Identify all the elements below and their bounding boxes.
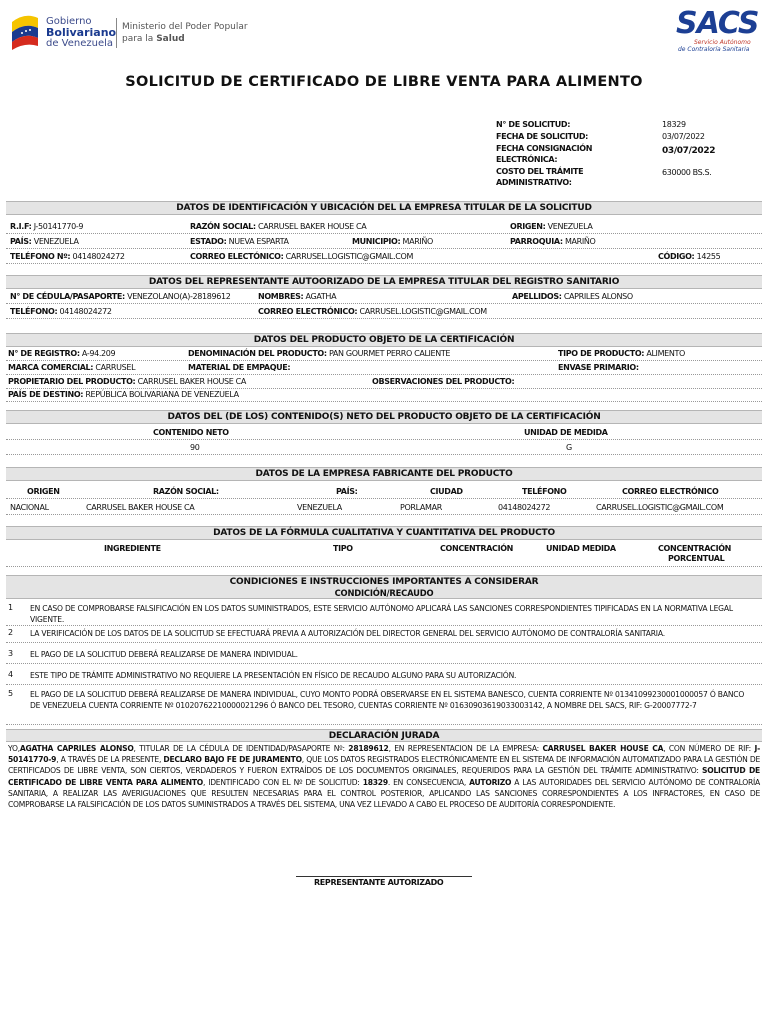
rep-cedula [10,292,230,301]
decl-part: , EN REPRESENTACION DE LA EMPRESA: [388,744,543,753]
codigo-label: CÓDIGO: [658,252,695,261]
product-marca [8,363,135,372]
condition-3-text: EL PAGO DE LA SOLICITUD DEBERÁ REALIZARSE DE MANERA INDIVIDUAL. [30,650,298,659]
divider [6,263,762,264]
decl-auth: AUTORIZO [469,777,512,787]
divider [6,388,762,389]
divider [6,663,762,664]
divider [6,318,762,319]
rep-nombres [258,292,336,301]
apellidos-label: APELLIDOS: [512,292,562,301]
company-razon [190,222,366,231]
conditions-title: CONDICIONES E INSTRUCCIONES IMPORTANTES A CONSIDERAR [229,577,539,587]
condition-1-text: EN CASO DE COMPROBARSE FALSIFICACIÓN EN LOS DATOS SUMINISTRADOS, ESTE SERVICIO AUTÓNOMO APLICARÁ LAS SANCIONES CORRESPONDIENTES TIPIFICADAS EN LA NORMATIVA LEGAL VIGENTE. [30,604,733,624]
rep-tel [10,307,112,316]
cost-label-1: COSTO DEL TRÁMITE [496,167,584,176]
cost-label-2: ADMINISTRATIVO: [496,178,572,187]
formula-section-header: DATOS DE LA FÓRMULA CUALITATIVA Y CUANTITATIVA DEL PRODUCTO [6,526,762,540]
mfr-ciudad: PORLAMAR [400,503,442,512]
signature-line [296,876,472,877]
parroquia-label: PARROQUIA: [510,237,563,246]
mfr-header-telefono: TELÉFONO [522,487,567,496]
content-value: 90 [190,443,200,452]
rep-tel-value: 04148024272 [59,307,112,316]
divider [6,401,762,402]
sacs-wordmark: SACS [676,6,759,41]
cedula-label: N° DE CÉDULA/PASAPORTE: [10,292,125,301]
divider [6,360,762,361]
formula-header-tipo: TIPO [333,544,353,553]
condition-5-num: 5 [8,689,14,698]
propietario-value: CARRUSEL BAKER HOUSE CA [137,377,247,386]
product-destino [8,390,239,399]
pais-label: PAÍS: [10,237,32,246]
formula-header-concentracion: CONCENTRACIÓN [440,544,514,553]
estado-value: NUEVA ESPARTA [228,237,289,246]
company-tel [10,252,125,261]
condition-4-num: 4 [8,670,14,679]
divider [6,374,762,375]
company-municipio [352,237,433,246]
propietario-label: PROPIETARIO DEL PRODUCTO: [8,377,136,386]
condition-2-text: LA VERIFICACIÓN DE LOS DATOS DE LA SOLICITUD SE EFECTUARÁ PREVIA A AUTORIZACIÓN DEL DIRECTOR GENERAL DEL SERVICIO AUTÓNOMO DE CONTRALORÍA SANITARIA. [30,629,665,638]
decl-part: YO, [8,744,20,753]
manufacturer-section-header: DATOS DE LA EMPRESA FABRICANTE DEL PRODUCTO [6,467,762,481]
declaration-section-header: DECLARACIÓN JURADA [6,729,762,742]
condition-4-text: ESTE TIPO DE TRÁMITE ADMINISTRATIVO NO REQUIERE LA PRESENTACIÓN EN FÍSICO DE RECAUDO ALGUNO PARA SU AUTORIZACIÓN. [30,671,517,680]
consign-label-1: FECHA CONSIGNACIÓN [496,144,593,153]
rep-correo-label: CORREO ELECTRÓNICO: [258,307,358,316]
company-estado [190,237,289,246]
divider [6,625,762,626]
divider [6,642,762,643]
marca-label: MARCA COMERCIAL: [8,363,94,372]
divider [6,566,762,567]
divider [6,439,762,440]
rep-tel-label: TELÉFONO: [10,307,58,316]
ministry-line-2 [122,34,185,44]
request-number-value: 18329 [662,120,686,129]
razon-value: CARRUSEL BAKER HOUSE CA [258,222,367,231]
tel-value: 04148024272 [72,252,125,261]
request-date-value: 03/07/2022 [662,132,705,141]
registro-value: A-94.209 [81,349,116,358]
request-number-label: N° DE SOLICITUD: [496,120,571,129]
mfr-pais: VENEZUELA [297,503,342,512]
nombres-value: AGATHA [305,292,337,301]
cedula-value: VENEZOLANO(A)-28189612 [127,292,231,301]
unit-col-header: UNIDAD DE MEDIDA [524,428,608,437]
mfr-origen: NACIONAL [10,503,49,512]
decl-company: CARRUSEL BAKER HOUSE CA [542,744,664,753]
sacs-sub-1: Servicio Autónomo [694,39,751,46]
decl-part: , TITULAR DE LA CÉDULA DE IDENTIDAD/PASAPORTE Nº: [133,744,349,753]
rif-value: J-50141770-9 [33,222,84,231]
government-logo [8,12,248,52]
content-section-header: DATOS DEL (DE LOS) CONTENIDO(S) NETO DEL PRODUCTO OBJETO DE LA CERTIFICACIÓN [6,410,762,424]
company-section-header: DATOS DE IDENTIFICACIÓN Y UBICACIÓN DEL LA EMPRESA TITULAR DE LA SOLICITUD [6,201,762,215]
decl-part: A LAS AUTORIDADES DEL SERVICIO AUTÓNOMO DE CONTRALORÍA SANITARIA, A REALIZAR LAS AVERIGUACIONES QUE RESULTEN NECESARIAS PARA EL CONTROL POSTERIOR, APLICANDO LAS SANCIONES CORRESPONDIENTES A LOS INFRACTORES, EN CASO DE COMPROBARSE LA FALSIFICACIÓN DE LOS DATOS SUMINISTRADOS A TRAVÉS DEL SISTEMA, UNA VEZ LLEVADO A CABO EL PROCESO DE AUDITORÍA CORRESPONDIENTE. [8,777,760,810]
parroquia-value: MARIÑO [564,237,596,246]
product-material-label: MATERIAL DE EMPAQUE: [188,363,291,372]
content-col-header: CONTENIDO NETO [153,428,229,437]
mfr-razon: CARRUSEL BAKER HOUSE CA [86,503,195,512]
destino-value: REPÚBLICA BOLIVARIANA DE VENEZUELA [85,390,239,399]
company-origen [510,222,593,231]
venezuela-flag-icon [8,12,42,50]
tel-label: TELÉFONO Nº: [10,252,71,261]
product-envase-label: ENVASE PRIMARIO: [558,363,639,372]
razon-label: RAZÓN SOCIAL: [190,222,256,231]
gov-line-1: Gobierno [46,16,92,27]
origen-value: VENEZUELA [547,222,593,231]
product-denominacion [188,349,450,358]
divider [6,684,762,685]
consign-value: 03/07/2022 [662,146,716,156]
product-observ-label: OBSERVACIONES DEL PRODUCTO: [372,377,515,386]
rep-correo [258,307,487,316]
company-correo [190,252,413,261]
divider [6,514,762,515]
condition-2-num: 2 [8,628,14,637]
consign-label-2: ELECTRÓNICA: [496,155,558,164]
sacs-logo [672,6,764,52]
estado-label: ESTADO: [190,237,227,246]
formula-header-conc-pct-2: PORCENTUAL [668,554,725,563]
logo-divider [116,18,117,48]
tipo-label: TIPO DE PRODUCTO: [558,349,645,358]
signature-label: REPRESENTANTE AUTORIZADO [314,878,444,887]
conditions-section-header [6,575,762,599]
municipio-label: MUNICIPIO: [352,237,401,246]
marca-value: CARRUSEL [95,363,136,372]
conditions-subtitle: CONDICIÓN/RECAUDO [334,588,434,598]
origen-label: ORIGEN: [510,222,546,231]
decl-part: , CON NÚMERO DE RIF: [663,744,755,753]
company-pais [10,237,79,246]
product-propietario [8,377,246,386]
mfr-correo: CARRUSEL.LOGISTIC@GMAIL.COM [596,503,724,512]
divider [6,303,762,304]
company-codigo [658,252,720,261]
condition-1-num: 1 [8,603,14,612]
correo-value: CARRUSEL.LOGISTIC@GMAIL.COM [285,252,414,261]
apellidos-value: CAPRILES ALONSO [563,292,633,301]
mfr-header-razon: RAZÓN SOCIAL: [153,487,219,496]
municipio-value: MARIÑO [402,237,434,246]
company-rif [10,222,83,231]
product-section-header: DATOS DEL PRODUCTO OBJETO DE LA CERTIFICACIÓN [6,333,762,347]
decl-rif: J-50141770-9 [8,744,760,765]
request-date-label: FECHA DE SOLICITUD: [496,132,588,141]
decl-part: , IDENTIFICADO CON EL Nº DE SOLICITUD: [202,777,363,787]
denom-value: PAN GOURMET PERRO CALIENTE [328,349,451,358]
product-registro [8,349,115,358]
decl-id: 28189612 [348,744,389,753]
rep-correo-value: CARRUSEL.LOGISTIC@GMAIL.COM [359,307,487,316]
content-unit: G [566,443,572,452]
formula-header-ingrediente: INGREDIENTE [104,544,161,553]
condition-3-num: 3 [8,649,14,658]
divider [6,454,762,455]
company-parroquia [510,237,595,246]
gov-line-2: Bolivariano [46,26,117,39]
ministry-line-1: Ministerio del Poder Popular [122,22,248,32]
codigo-value: 14255 [696,252,721,261]
destino-label: PAÍS DE DESTINO: [8,390,84,399]
mfr-header-origen: ORIGEN [27,487,60,496]
gov-line-3: de Venezuela [46,38,114,49]
nombres-label: NOMBRES: [258,292,304,301]
mfr-header-correo: CORREO ELECTRÓNICO [622,487,719,496]
sacs-sub-2: de Contraloría Sanitaria [678,46,750,53]
divider [6,724,762,725]
declaration-text [8,743,760,810]
tipo-value: ALIMENTO [646,349,685,358]
page-title: SOLICITUD DE CERTIFICADO DE LIBRE VENTA PARA ALIMENTO [125,74,643,90]
correo-label: CORREO ELECTÓNICO: [190,252,284,261]
product-tipo [558,349,685,358]
mfr-telefono: 04148024272 [498,503,551,512]
rif-label: R.I.F: [10,222,32,231]
registro-label: N° DE REGISTRO: [8,349,80,358]
divider [6,498,762,499]
ministry-prefix: para la [122,34,157,44]
decl-doc: SOLICITUD DE CERTIFICADO DE LIBRE VENTA PARA ALIMENTO [8,766,760,787]
divider [6,248,762,249]
decl-part: , QUE LOS DATOS REGISTRADOS ELECTRÓNICAMENTE EN EL SISTEMA DE INFORMACIÓN AUTOMATIZADO PARA LA GESTIÓN DE CERTIFICADOS DE LIBRE VENTA, SON CIERTOS, VERDADEROS Y FUERON EXTRAÍDOS DE LOS DOCUMENTOS ORIGINALES, REQUERIDOS PARA LA GESTIÓN DEL TRÁMITE ADMINISTRATIVO: [8,755,760,776]
formula-header-unidad: UNIDAD MEDIDA [546,544,616,553]
decl-num: 18329 [362,777,388,787]
condition-5-text: EL PAGO DE LA SOLICITUD DEBERÁ REALIZARSE DE MANERA INDIVIDUAL, CUYO MONTO PODRÁ OBSERVARSE EN EL SISTEMA BANESCO, CUENTA CORRIENTE Nº 01341099230001000057 Ó BANCO DE VENEZUELA CUENTA CORRIENTE Nº 01020762210000021296 Ó BANCO DEL TESORO, CUENTAS CORRIENTE Nº 01630903619033003142, A NOMBRE DEL SACS, RIF: G-20007772-7 [30,690,745,710]
ministry-salud: Salud [156,34,185,44]
formula-header-conc-pct-1: CONCENTRACIÓN [658,544,732,553]
decl-oath: DECLARO BAJO FE DE JURAMENTO [163,755,302,765]
divider [6,233,762,234]
pais-value: VENEZUELA [33,237,79,246]
decl-part: . EN CONSECUENCIA, [387,777,470,787]
mfr-header-pais: PAÍS: [336,487,358,496]
representative-section-header: DATOS DEL REPRESENTANTE AUTOORIZADO DE LA EMPRESA TITULAR DEL REGISTRO SANITARIO [6,275,762,289]
decl-name: AGATHA CAPRILES ALONSO [19,744,134,753]
denom-label: DENOMINACIÓN DEL PRODUCTO: [188,349,327,358]
cost-value: 630000 BS.S. [662,168,712,177]
mfr-header-ciudad: CIUDAD [430,487,463,496]
rep-apellidos [512,292,633,301]
decl-part: , A TRAVÉS DE LA PRESENTE, [56,755,164,765]
